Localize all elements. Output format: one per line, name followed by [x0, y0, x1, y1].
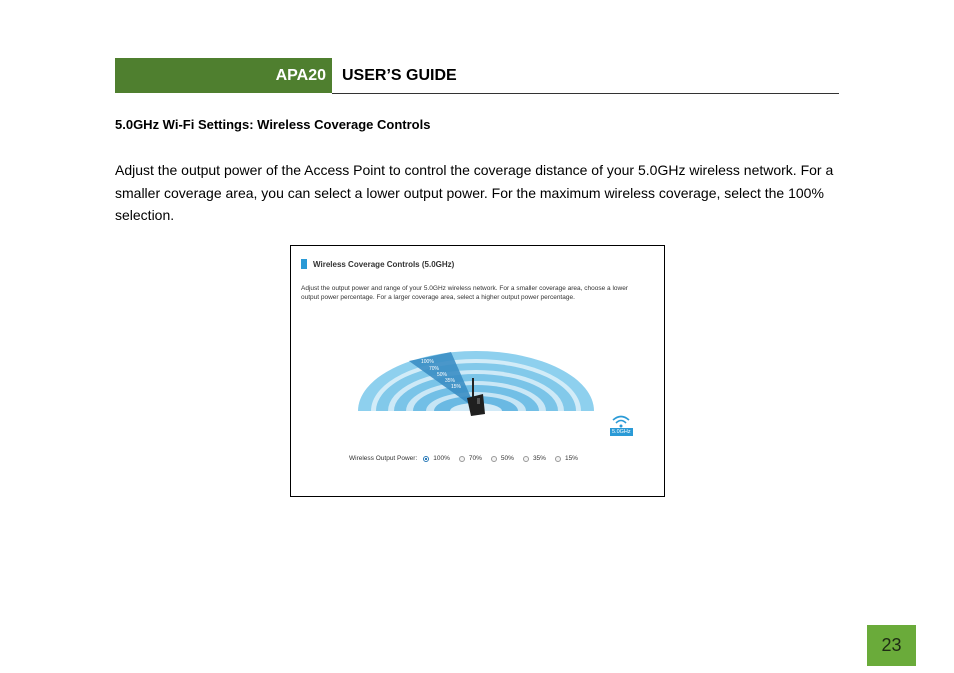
body-paragraph: Adjust the output power of the Access Point to control the coverage distance of your 5.0GHz wireless network. For a smaller coverage area, you can select a lower output power. For the maximum wireless coverage, select the 100% selection.	[115, 162, 834, 223]
header-title: USER’S GUIDE	[342, 67, 457, 84]
screenshot-heading-text: Wireless Coverage Controls (5.0GHz)	[313, 259, 455, 269]
wifi-icon	[609, 414, 633, 428]
header-product: APA20	[115, 58, 332, 93]
power-option-15-label: 15%	[564, 455, 578, 462]
power-option-50-label: 50%	[500, 455, 514, 462]
page-number: 23	[867, 625, 916, 666]
coverage-label-35: 35%	[445, 378, 456, 384]
coverage-label-100: 100%	[421, 359, 434, 365]
band-badge: 5.0GHz	[612, 429, 631, 435]
power-option-100-label: 100%	[433, 455, 450, 462]
radio-50[interactable]	[491, 456, 497, 462]
output-power-label: Wireless Output Power:	[349, 455, 418, 462]
ui-screenshot	[290, 245, 665, 497]
coverage-label-50: 50%	[437, 372, 448, 378]
screenshot-description: Adjust the output power and range of your 5.0GHz wireless network. For a smaller coverage area, choose a lower output power percentage. For a larger coverage area, select a higher output power percentage.	[301, 285, 628, 301]
power-option-15[interactable]	[555, 455, 578, 462]
output-power-row	[349, 455, 587, 462]
section-title: 5.0GHz Wi-Fi Settings: Wireless Coverage Controls	[115, 117, 431, 132]
power-option-70-label: 70%	[468, 455, 482, 462]
radio-15[interactable]	[555, 456, 561, 462]
radio-100[interactable]	[423, 456, 429, 462]
power-option-70[interactable]	[459, 455, 482, 462]
radio-35[interactable]	[523, 456, 529, 462]
power-option-35[interactable]	[523, 455, 546, 462]
header-rule	[332, 93, 839, 94]
coverage-label-15: 15%	[451, 384, 462, 390]
power-option-50[interactable]	[491, 455, 514, 462]
power-option-35-label: 35%	[532, 455, 546, 462]
coverage-label-70: 70%	[429, 366, 440, 372]
radio-70[interactable]	[459, 456, 465, 462]
power-option-100[interactable]	[423, 455, 450, 462]
